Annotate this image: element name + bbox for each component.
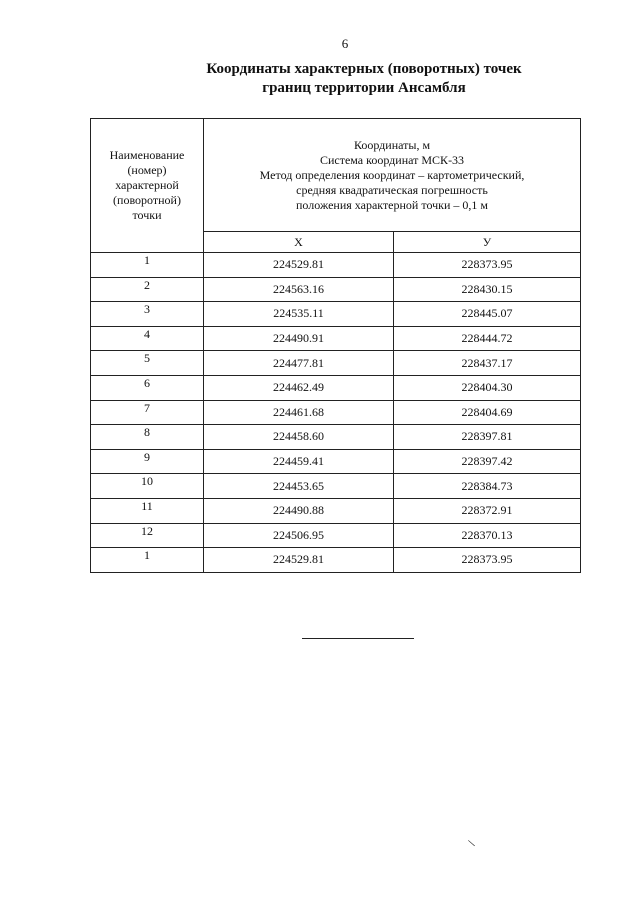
y-value: 228397.81: [394, 425, 581, 450]
y-value: 228373.95: [394, 548, 581, 573]
coordinates-header-line: положения характерной точки – 0,1 м: [296, 197, 489, 212]
x-value: 224490.91: [204, 326, 394, 351]
page-number: 6: [341, 36, 349, 51]
y-value: 228430.15: [394, 277, 581, 302]
table-row: [91, 523, 581, 548]
table-row: [91, 351, 581, 376]
y-value: 228372.91: [394, 498, 581, 523]
point-number: 2: [91, 277, 204, 302]
table-row: [91, 498, 581, 523]
coordinates-header-line: Система координат МСК-33: [319, 152, 465, 167]
y-value: 228445.07: [394, 302, 581, 327]
x-value: 224461.68: [204, 400, 394, 425]
x-value: 224477.81: [204, 351, 394, 376]
table-row: [91, 277, 581, 302]
point-number: 4: [91, 326, 204, 351]
x-value: 224529.81: [204, 253, 394, 278]
point-number: 7: [91, 400, 204, 425]
point-number: 10: [91, 474, 204, 499]
point-number: 5: [91, 351, 204, 376]
y-value: 228370.13: [394, 523, 581, 548]
point-name-header: [91, 119, 204, 253]
title-line-2: границ территории Ансамбля: [262, 80, 466, 96]
x-value: 224529.81: [204, 548, 394, 573]
point-name-header-line: Наименование: [109, 148, 185, 162]
x-value: 224506.95: [204, 523, 394, 548]
table-row: [91, 548, 581, 573]
y-value: 228373.95: [394, 253, 581, 278]
point-number: 3: [91, 302, 204, 327]
coordinates-header-line: средняя квадратическая погрешность: [296, 182, 488, 197]
y-column-header: У: [394, 232, 581, 253]
coordinates-header: [204, 119, 581, 232]
y-value: 228404.30: [394, 375, 581, 400]
point-number: 6: [91, 375, 204, 400]
pen-mark: \: [466, 836, 477, 850]
signature-line: [302, 638, 414, 639]
x-value: 224490.88: [204, 498, 394, 523]
x-value: 224458.60: [204, 425, 394, 450]
title-line-1: Координаты характерных (поворотных) точек: [206, 61, 522, 77]
table-row: [91, 400, 581, 425]
table-row: [91, 474, 581, 499]
y-value: 228397.42: [394, 449, 581, 474]
y-value: 228437.17: [394, 351, 581, 376]
point-number: 11: [91, 498, 204, 523]
y-value: 228404.69: [394, 400, 581, 425]
point-name-header-line: (номер): [127, 163, 167, 177]
x-value: 224459.41: [204, 449, 394, 474]
point-number: 1: [91, 253, 204, 278]
coordinates-header-line: Метод определения координат – картометрический,: [259, 167, 525, 182]
table-row: [91, 425, 581, 450]
table-row: [91, 326, 581, 351]
table-row: [91, 375, 581, 400]
point-name-header-line: точки: [132, 208, 162, 222]
point-name-header-line: характерной: [115, 178, 179, 192]
point-name-header-line: (поворотной): [113, 193, 181, 207]
x-column-header: X: [204, 232, 394, 253]
coordinates-header-line: Координаты, м: [353, 137, 431, 152]
x-value: 224453.65: [204, 474, 394, 499]
coordinates-table: [90, 118, 581, 573]
table-row: [91, 302, 581, 327]
point-number: 1: [91, 548, 204, 573]
x-value: 224535.11: [204, 302, 394, 327]
point-number: 9: [91, 449, 204, 474]
point-number: 8: [91, 425, 204, 450]
y-value: 228384.73: [394, 474, 581, 499]
table-row: [91, 449, 581, 474]
x-value: 224563.16: [204, 277, 394, 302]
document-title: [0, 60, 640, 98]
y-value: 228444.72: [394, 326, 581, 351]
point-number: 12: [91, 523, 204, 548]
x-value: 224462.49: [204, 375, 394, 400]
table-row: [91, 253, 581, 278]
